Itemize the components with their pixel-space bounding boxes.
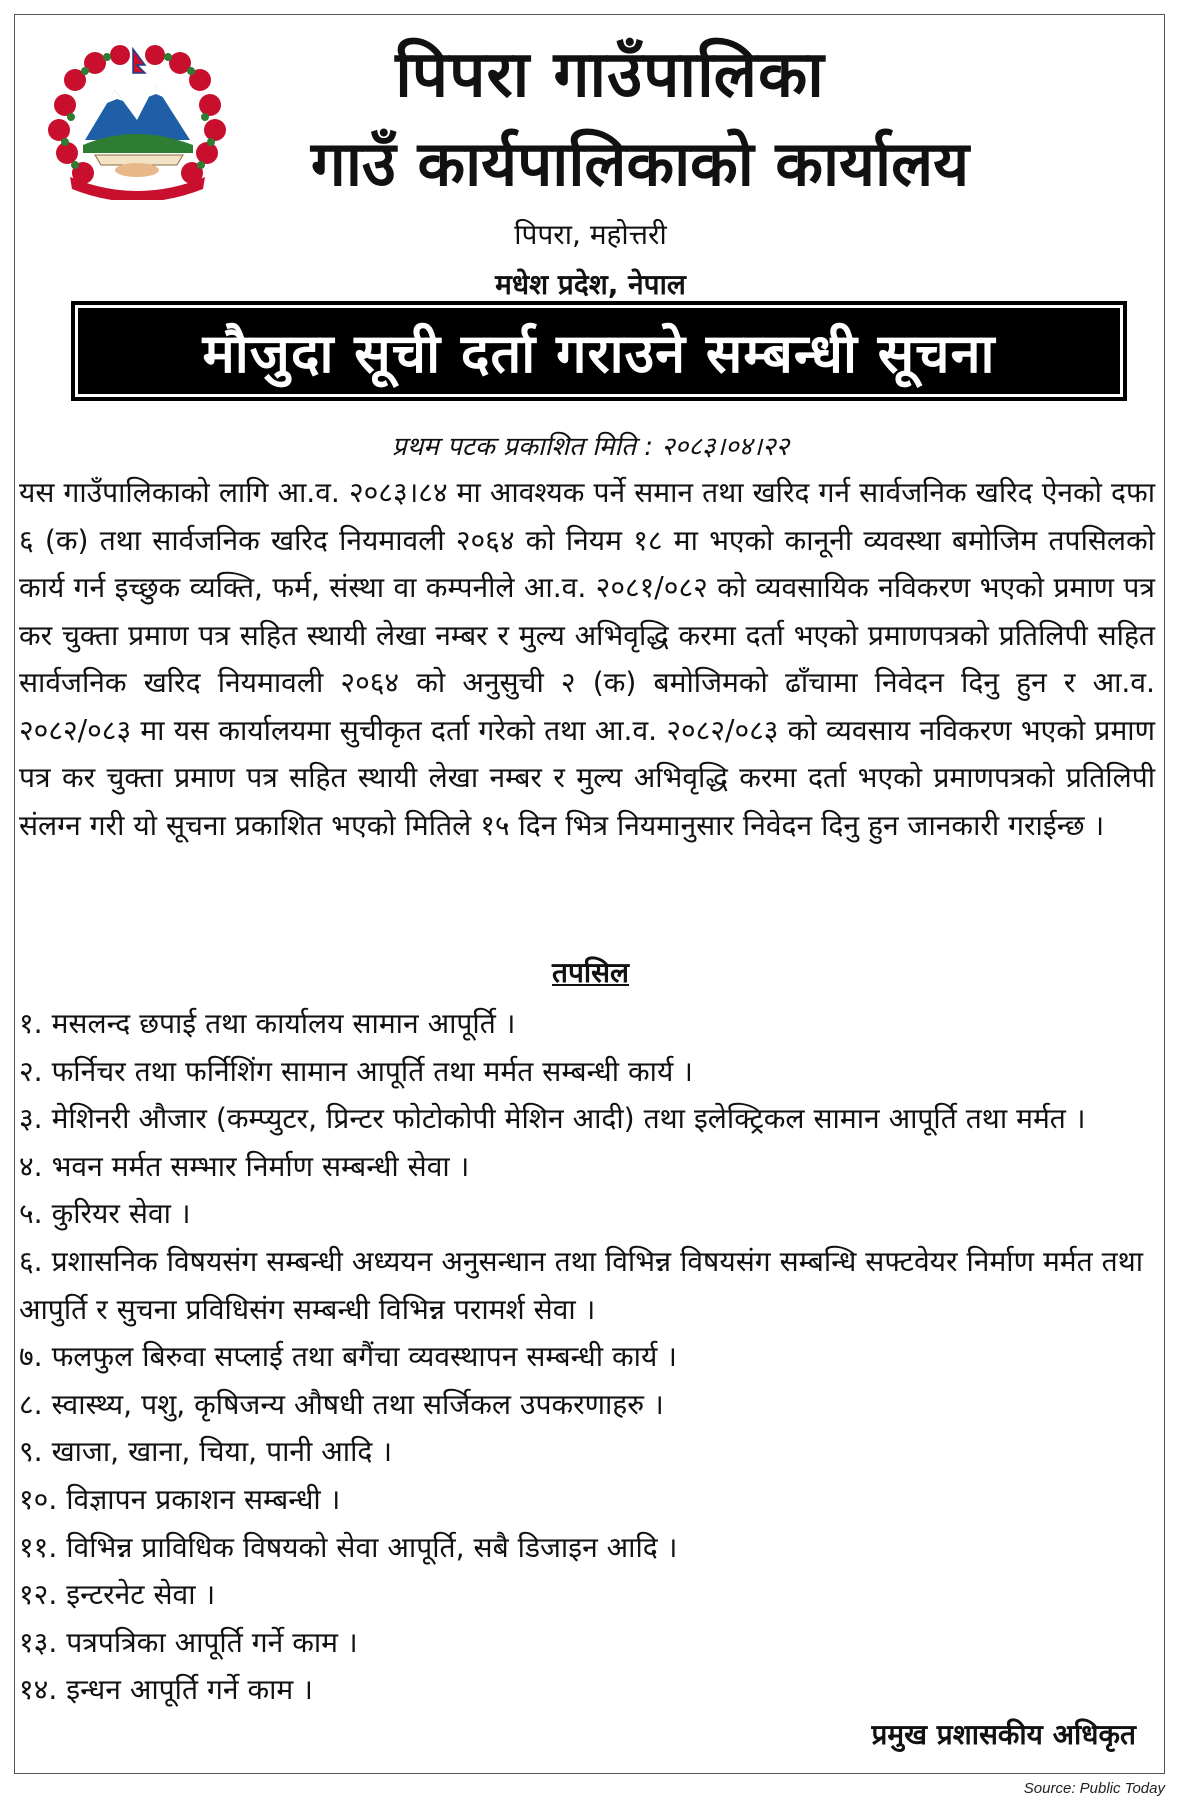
source-credit: Source: Public Today [1023, 1780, 1165, 1797]
list-item: १. मसलन्द छपाई तथा कार्यालय सामान आपूर्ति । [19, 1007, 516, 1040]
list-item: १४. इन्धन आपूर्ति गर्ने काम । [19, 1673, 313, 1707]
nepal-emblem-icon [45, 45, 230, 200]
service-list [19, 1000, 1159, 1714]
signature-title: प्रमुख प्रशासकीय अधिकृत [871, 1718, 1136, 1751]
notice-title: मौजुदा सूची दर्ता गराउने सम्बन्धी सूचना [202, 322, 996, 385]
office-name: पिपरा गाउँपालिका [395, 38, 825, 112]
list-item: ६. प्रशासनिक विषयसंग सम्बन्धी अध्ययन अनुसन्धान तथा विभिन्न विषयसंग सम्बन्धि सफ्टवेयर निर्माण मर्मत तथा आपुर्ति र सुचना प्रविधिसंग सम्बन्धी विभिन्न परामर्श सेवा । [19, 1244, 1144, 1326]
list-item: ११. विभिन्न प्राविधिक विषयको सेवा आपूर्ति, सबै डिजाइन आदि । [19, 1530, 678, 1564]
publish-date: प्रथम पटक प्रकाशित मिति : २०८३।०४।२२ [391, 432, 790, 462]
list-item: ४. भवन मर्मत सम्भार निर्माण सम्बन्धी सेवा । [19, 1149, 470, 1183]
office-subtitle: गाउँ कार्यपालिकाको कार्यालय [310, 127, 970, 200]
list-item: १०. विज्ञापन प्रकाशन सम्बन्धी । [19, 1482, 341, 1516]
address-line-1: पिपरा, महोत्तरी [514, 218, 667, 251]
list-item: ८. स्वास्थ्य, पशु, कृषिजन्य औषधी तथा सर्जिकल उपकरणाहरु । [19, 1387, 664, 1421]
list-heading: तपसिल [551, 956, 630, 989]
list-item: ९. खाजा, खाना, चिया, पानी आदि । [19, 1435, 392, 1469]
list-item: २. फर्निचर तथा फर्निशिंग सामान आपूर्ति तथा मर्मत सम्बन्धी कार्य । [19, 1054, 693, 1088]
list-item: ३. मेशिनरी औजार (कम्प्युटर, प्रिन्टर फोटोकोपी मेशिन आदी) तथा इलेक्ट्रिकल सामान आपूर्ति तथा मर्मत । [19, 1102, 1086, 1136]
address-line-2: मधेश प्रदेश, नेपाल [495, 268, 686, 301]
notice-title-banner [71, 301, 1127, 401]
notice-body: यस गाउँपालिकाको लागि आ.व. २०८३।८४ मा आवश्यक पर्ने समान तथा खरिद गर्न सार्वजनिक खरिद ऐनको दफा ६ (क) तथा सार्वजनिक खरिद नियमावली २०६४ को नियम १८ मा भएको कानूनी व्यवस्था बमोजिम तपसिलको कार्य गर्न इच्छुक व्यक्ति, फर्म, संस्था वा कम्पनीले आ.व. २०८१/०८२ को व्यवसायिक नविकरण भएको प्रमाण पत्र कर चुक्ता प्रमाण पत्र सहित स्थायी लेखा नम्बर र मुल्य अभिवृद्धि करमा दर्ता भएको प्रमाणपत्रको प्रतिलिपी सहित सार्वजनिक खरिद नियमावली २०६४ को अनुसुची २ (क) बमोजिमको ढाँचामा निवेदन दिनु हुन र आ.व. २०८२/०८३ मा यस कार्यालयमा सुचीकृत दर्ता गरेको तथा आ.व. २०८२/०८३ को व्यवसाय नविकरण भएको प्रमाण पत्र कर चुक्ता प्रमाण पत्र सहित स्थायी लेखा नम्बर र मुल्य अभिवृद्धि करमा दर्ता भएको प्रमाणपत्रको प्रतिलिपी संलग्न गरी यो सूचना प्रकाशित भएको मितिले १५ दिन भित्र नियमानुसार निवेदन दिनु हुन जानकारी गराईन्छ । [19, 476, 1155, 842]
list-item: १३. पत्रपत्रिका आपूर्ति गर्ने काम । [19, 1625, 358, 1659]
list-item: ७. फलफुल बिरुवा सप्लाई तथा बगैंचा व्यवस्थापन सम्बन्धी कार्य । [19, 1340, 677, 1374]
notice-page [14, 14, 1165, 1774]
list-item: १२. इन्टरनेट सेवा । [19, 1578, 216, 1612]
list-item: ५. कुरियर सेवा । [19, 1197, 191, 1231]
